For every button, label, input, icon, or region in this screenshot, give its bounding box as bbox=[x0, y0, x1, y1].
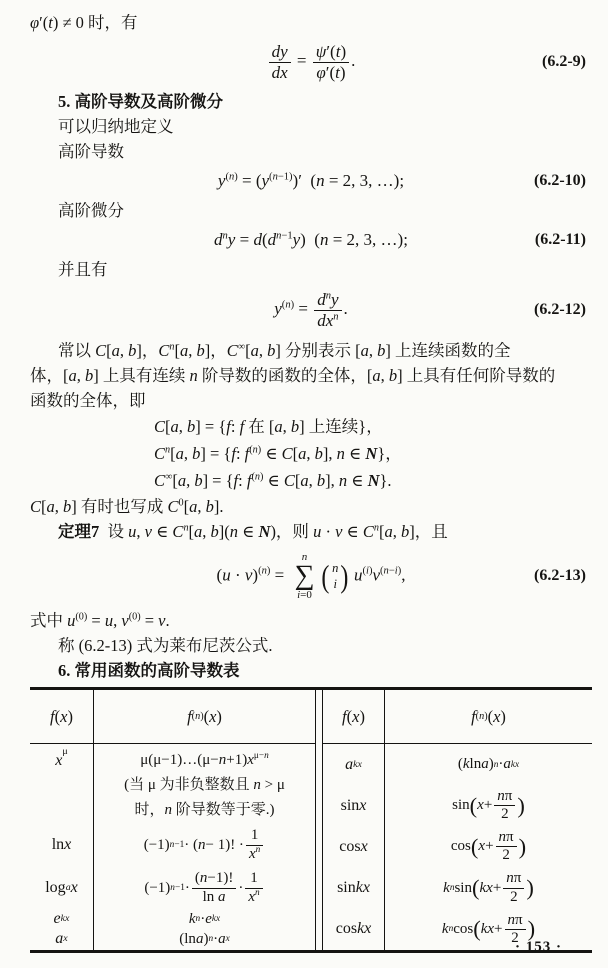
table-left-half bbox=[30, 690, 315, 950]
equation-body: $y^{(n)} = (y^{(n-1)})'$ (n = 2, 3, …); bbox=[217, 171, 405, 190]
line-u0-v0: 式中 $u^{(0)} = u$, $v^{(0)} = v$. bbox=[30, 611, 170, 630]
paragraph-function-classes bbox=[30, 338, 592, 413]
equation-body: $\frac{dy}{dx}$ = $\frac{\psi'(t)}{\varphi'(t)}$ . bbox=[267, 42, 356, 82]
line-and-have: 并且有 bbox=[58, 260, 108, 279]
set-definition-3: C∞[a, b] = {f: $f^{(n)}$ ∈ C[a, b], n ∈ N}. bbox=[154, 471, 392, 490]
table-cell-fn: cos ( x + nπ 2 ) bbox=[450, 829, 527, 864]
table-cell-fn: $\mu(\mu-1)\dots(\mu-n+1)x^{\mu-n}$ (当 μ 为非负整数且 n > μ 时，n 阶导数等于零.) bbox=[124, 751, 285, 818]
table-header-fnx: f (n) ( x ) bbox=[385, 690, 592, 744]
table-cell-f: sin x bbox=[323, 785, 385, 826]
line-c0-note: C[a, b] 有时也写成 $C^0[a$, b]. bbox=[30, 497, 224, 516]
intro-line: φ′(t) ≠ 0 时，有 bbox=[30, 13, 138, 32]
table-cell-f: cos kx bbox=[323, 909, 385, 950]
equation-6-2-11 bbox=[30, 225, 592, 255]
table-cell-f: ln x bbox=[30, 824, 94, 866]
table-cell-f: a x bbox=[30, 928, 94, 950]
table-cell-f: x μ bbox=[30, 744, 94, 824]
table-cell-f: a kx bbox=[323, 744, 385, 785]
equation-body: $(u \cdot v)^{(n)}$ = n ∑ i=0 ( n i ) $u^{(i)}v^{(n-i)}$, bbox=[216, 550, 406, 602]
set-definitions bbox=[154, 413, 592, 494]
theorem-body: 设 u, v ∈ $C^n[a$, b](n ∈ N)，则 u · v ∈ $C^n[a$, b]，且 bbox=[107, 522, 448, 541]
line-higher-derivative-label: 高阶导数 bbox=[58, 142, 124, 161]
table-cell-f: sin kx bbox=[323, 868, 385, 909]
equation-label: (6.2-9) bbox=[542, 53, 586, 70]
table-divider bbox=[315, 690, 323, 950]
table-cell-fn: (−1) n−1 · (n−1)! ln a · 1 $x^n$ bbox=[94, 866, 315, 910]
table-right-half bbox=[323, 690, 592, 950]
equation-6-2-13 bbox=[30, 546, 592, 606]
equation-label: (6.2-13) bbox=[534, 567, 586, 584]
line-leibniz-name: 称 (6.2-13) 式为莱布尼茨公式. bbox=[58, 636, 273, 655]
table-cell-fn: k n · e kx bbox=[188, 910, 221, 927]
equation-body: $d^ny = d(d^{n-1}y)$ (n = 2, 3, …); bbox=[214, 230, 408, 249]
equation-body: $y^{(n)}$ = $d^ny$ $dx^n$ . bbox=[274, 289, 348, 330]
set-definition-2: $C^n[a$, b] = {f: $f^{(n)}$ ∈ C[a, b], n ∈ N}， bbox=[154, 444, 402, 463]
table-cell-fn: k n cos ( kx + nπ 2 ) bbox=[441, 911, 536, 946]
paragraph-line: 体，[a, b] 上具有连续 n 阶导数的函数的全体，[a, b] 上具有任何阶导数的 bbox=[30, 366, 556, 385]
table-cell-fn: (−1) n−1 · ( n − 1)! · 1 $x^n$ bbox=[94, 824, 315, 866]
set-definition-1: C[a, b] = {f: f 在 [a, b] 上连续}， bbox=[154, 417, 383, 436]
table-header-fnx: f (n) ( x ) bbox=[94, 690, 315, 744]
page-number: · 153 · bbox=[514, 939, 562, 955]
table-cell-fn: ( k ln a ) n · a kx bbox=[457, 756, 520, 773]
section-5-heading: 5. 高阶导数及高阶微分 bbox=[58, 92, 223, 111]
line-higher-differential-label: 高阶微分 bbox=[58, 201, 124, 220]
paragraph-line: 常以 C[a, b]，$C^n[a$, b]，C∞[a, b] 分别表示 [a, b] 上连续函数的全 bbox=[58, 341, 511, 360]
line-inductive-definition: 可以归纳地定义 bbox=[58, 117, 174, 136]
table-cell-fn: sin ( x + nπ 2 ) bbox=[452, 788, 525, 823]
equation-6-2-12 bbox=[30, 284, 592, 336]
equation-label: (6.2-11) bbox=[534, 231, 586, 248]
equation-label: (6.2-12) bbox=[534, 301, 586, 318]
table-header-fx: f ( x ) bbox=[30, 690, 94, 744]
table-cell-fn: (ln a ) n · a x bbox=[179, 930, 230, 947]
table-cell-f: cos x bbox=[323, 826, 385, 867]
table-cell-fn: k n sin ( kx + nπ 2 ) bbox=[443, 870, 534, 905]
table-cell-f: log a x bbox=[30, 866, 94, 910]
derivative-table bbox=[30, 687, 592, 953]
table-header-fx: f ( x ) bbox=[323, 690, 385, 744]
section-6-heading: 6. 常用函数的高阶导数表 bbox=[58, 661, 240, 680]
table-cell-f: e kx bbox=[30, 910, 94, 928]
paragraph-line: 函数的全体，即 bbox=[30, 391, 146, 410]
equation-6-2-9 bbox=[30, 37, 592, 87]
equation-label: (6.2-10) bbox=[534, 172, 586, 189]
theorem-7-line bbox=[30, 519, 592, 544]
equation-6-2-10 bbox=[30, 166, 592, 196]
theorem-label: 定理7 bbox=[58, 522, 100, 541]
